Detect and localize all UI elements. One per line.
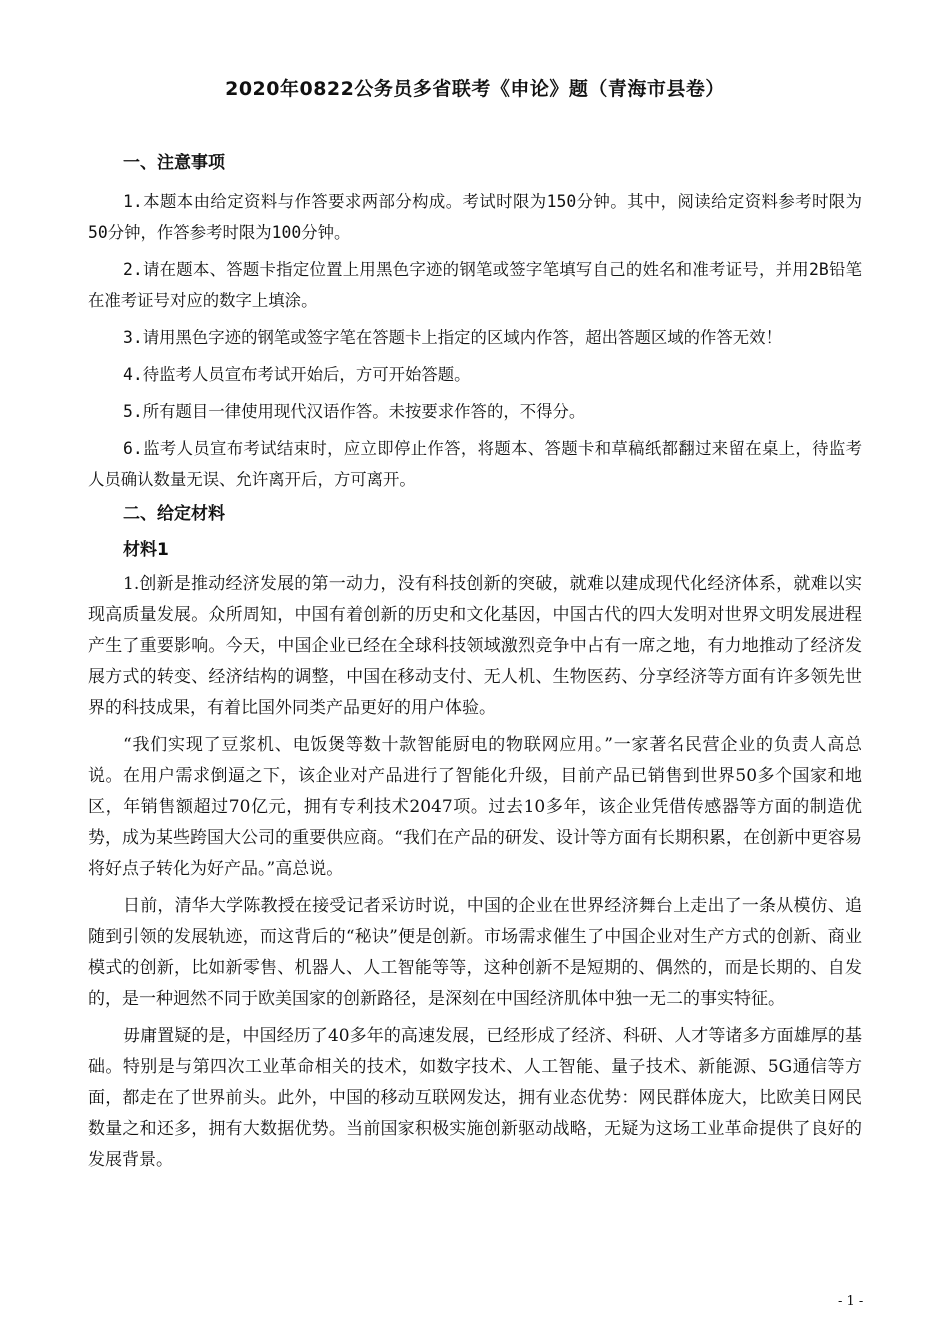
document-body	[88, 150, 862, 1182]
material-paragraph-3: 日前，清华大学陈教授在接受记者采访时说，中国的企业在世界经济舞台上走出了一条从模仿、追随到引领的发展轨迹，而这背后的“秘诀”便是创新。市场需求催生了中国企业对生产方式的创新、商业模式的创新，比如新零售、机器人、人工智能等等，这种创新不是短期的、偶然的，而是长期的、自发的，是一种迥然不同于欧美国家的创新路径，是深刻在中国经济肌体中独一无二的事实特征。	[88, 896, 862, 1009]
material-paragraph-2: “我们实现了豆浆机、电饭煲等数十款智能厨电的物联网应用。”一家著名民营企业的负责人高总说。在用户需求倒逼之下，该企业对产品进行了智能化升级，目前产品已销售到世界50多个国家和地区，年销售额超过70亿元，拥有专利技术2047项。过去10多年，该企业凭借传感器等方面的制造优势，成为某些跨国大公司的重要供应商。“我们在产品的研发、设计等方面有长期积累，在创新中更容易将好点子转化为好产品。”高总说。	[88, 735, 862, 879]
notice-item-2: 2.请在题本、答题卡指定位置上用黑色字迹的钢笔或签字笔填写自己的姓名和准考证号，并用2B铅笔在准考证号对应的数字上填涂。	[88, 260, 862, 310]
page-number: - 1 -	[838, 1294, 864, 1309]
notice-item-3: 3.请用黑色字迹的钢笔或签字笔在答题卡上指定的区域内作答，超出答题区域的作答无效！	[123, 328, 782, 347]
document-title: 2020年0822公务员多省联考《申论》题（青海市县卷）	[225, 78, 725, 100]
notice-item-5: 5.所有题目一律使用现代汉语作答。未按要求作答的，不得分。	[123, 402, 586, 421]
section-heading-notices: 一、注意事项	[123, 153, 225, 173]
notice-item-4: 4.待监考人员宣布考试开始后，方可开始答题。	[123, 365, 471, 384]
notice-item-1: 1.本题本由给定资料与作答要求两部分构成。考试时限为150分钟。其中，阅读给定资料参考时限为50分钟，作答参考时限为100分钟。	[88, 192, 862, 242]
section-heading-materials: 二、给定材料	[123, 504, 225, 524]
material-paragraph-1: 1.创新是推动经济发展的第一动力，没有科技创新的突破，就难以建成现代化经济体系，就难以实现高质量发展。众所周知，中国有着创新的历史和文化基因，中国古代的四大发明对世界文明发展进程产生了重要影响。今天，中国企业已经在全球科技领域激烈竞争中占有一席之地，有力地推动了经济发展方式的转变、经济结构的调整，中国在移动支付、无人机、生物医药、分享经济等方面有许多领先世界的科技成果，有着比国外同类产品更好的用户体验。	[88, 574, 862, 718]
notice-item-6: 6.监考人员宣布考试结束时，应立即停止作答，将题本、答题卡和草稿纸都翻过来留在桌上，待监考人员确认数量无误、允许离开后，方可离开。	[88, 439, 862, 489]
material-label: 材料1	[123, 540, 169, 560]
material-paragraph-4: 毋庸置疑的是，中国经历了40多年的高速发展，已经形成了经济、科研、人才等诸多方面雄厚的基础。特别是与第四次工业革命相关的技术，如数字技术、人工智能、量子技术、新能源、5G通信等方面，都走在了世界前头。此外，中国的移动互联网发达，拥有业态优势：网民群体庞大，比欧美日网民数量之和还多，拥有大数据优势。当前国家积极实施创新驱动战略，无疑为这场工业革命提供了良好的发展背景。	[88, 1026, 862, 1170]
